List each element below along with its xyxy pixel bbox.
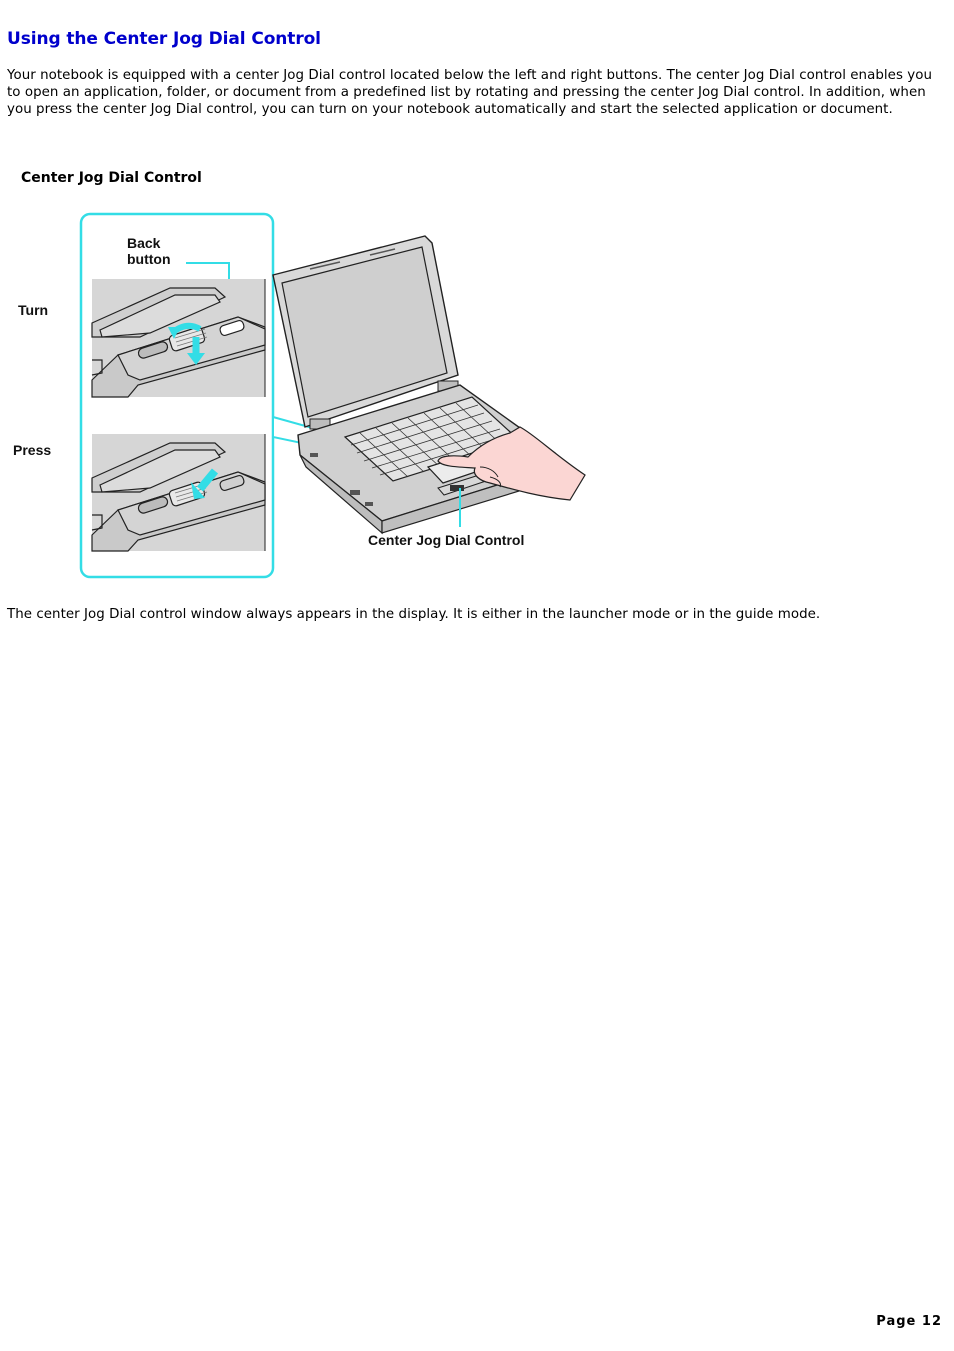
- back-button-label-line1: Back: [127, 235, 161, 251]
- jog-dial-illustration: [10, 205, 590, 583]
- outro-paragraph: The center Jog Dial control window always appears in the display. It is either in the launcher mode or in the guide mode.: [7, 607, 821, 622]
- page-number: Page 12: [876, 1314, 942, 1329]
- press-label: Press: [13, 442, 52, 458]
- press-inset: [92, 434, 265, 551]
- page-title: Using the Center Jog Dial Control: [7, 29, 321, 49]
- back-button-label-line2: button: [127, 251, 171, 267]
- turn-inset: [92, 279, 265, 397]
- center-jog-dial-label: Center Jog Dial Control: [368, 532, 525, 548]
- turn-label: Turn: [18, 302, 49, 318]
- notebook-illustration: [273, 236, 585, 533]
- intro-paragraph: Your notebook is equipped with a center Jog Dial control located below the left and right buttons. The center Jog Dial control enables you to open an application, folder, or document from a predefined list by rotating and pressing the center Jog Dial control. In addition, when you press the center Jog Dial control, you can turn on your notebook automatically and start the selected application or document.: [7, 68, 933, 117]
- figure-caption: Center Jog Dial Control: [21, 170, 202, 186]
